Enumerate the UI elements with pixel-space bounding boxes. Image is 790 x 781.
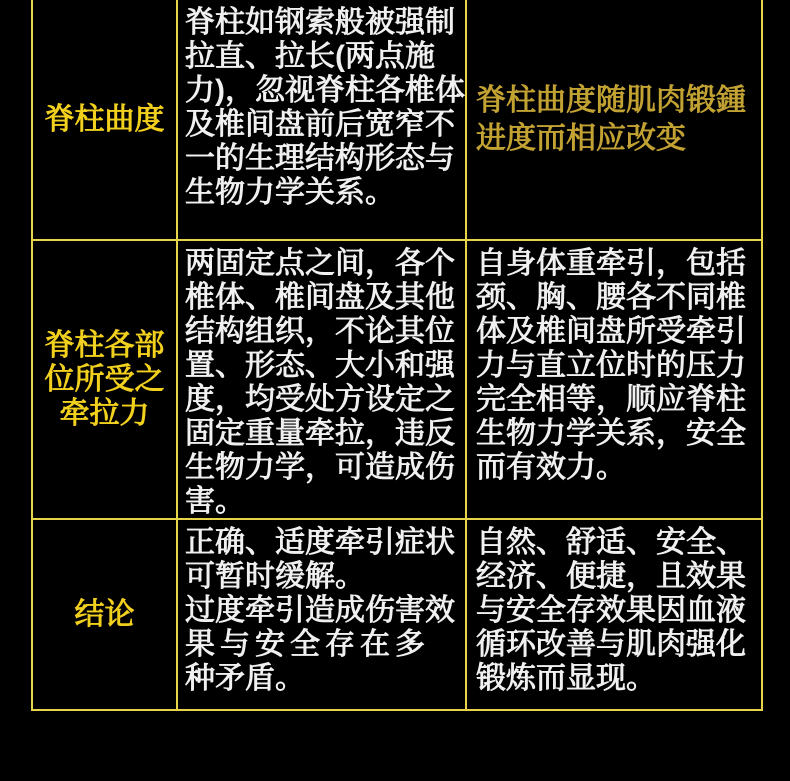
suspension-method-cell-traction-forces (467, 241, 761, 518)
text-line: 结构组织，不论其位 (185, 315, 455, 348)
text-line: 生物力学关系，安全 (476, 417, 746, 450)
text-line: 及椎间盘前后宽窄不 (185, 108, 455, 141)
text-line: 过度牵引造成伤害效 (185, 594, 455, 627)
table-row-spinal-curvature (33, 0, 761, 241)
text-line: 体及椎间盘所受牵引 (476, 315, 746, 348)
text-line: 完全相等，顺应脊柱 (476, 383, 746, 416)
text-line: 牵拉力 (59, 396, 150, 430)
text-line: 正确、适度牵引症状 (185, 526, 455, 559)
text-line: 力与直立位时的压力 (476, 349, 746, 382)
text-line: 与安全存效果因血液 (476, 594, 746, 627)
text-line: 脊柱各部 (44, 328, 165, 362)
text-line: 度，均受处方设定之 (185, 383, 455, 416)
text-line: 种矛盾。 (185, 662, 305, 695)
traction-method-cell-spinal-curvature (178, 0, 467, 239)
text-line: 自然、舒适、安全、 (476, 526, 746, 559)
traction-method-cell-conclusion (178, 520, 467, 709)
text-line: 置、形态、大小和强 (185, 349, 455, 382)
text-line: 果与安全存在多 (185, 628, 430, 661)
text-line: 生物力学关系。 (185, 176, 395, 209)
row-header-conclusion (33, 520, 178, 709)
text-line: 固定重量牵拉，违反 (185, 417, 455, 450)
row-header-spinal-curvature (33, 0, 178, 239)
text-line: 脊柱曲度 (44, 102, 165, 136)
text-line: 颈、胸、腰各不同椎 (476, 281, 746, 314)
text-line: 经济、便捷，且效果 (476, 560, 746, 593)
text-line: 害。 (185, 485, 245, 518)
comparison-table (31, 0, 763, 711)
text-line: 脊柱曲度随肌肉锻鍾 (476, 83, 746, 117)
text-line: 进度而相应改变 (476, 121, 686, 155)
text-line: 锻炼而显现。 (476, 662, 656, 695)
text-line: 拉直、拉长(两点施 (185, 40, 435, 73)
text-line: 脊柱如钢索般被强制 (185, 6, 455, 39)
table-row-traction-forces (33, 241, 761, 520)
text-line: 一的生理结构形态与 (185, 142, 455, 175)
text-line: 两固定点之间，各个 (185, 247, 455, 280)
traction-method-cell-traction-forces (178, 241, 467, 518)
text-line: 循环改善与肌肉强化 (476, 628, 746, 661)
table-row-conclusion (33, 520, 761, 709)
suspension-method-cell-conclusion (467, 520, 761, 709)
text-line: 椎体、椎间盘及其他 (185, 281, 455, 314)
text-line: 位所受之 (44, 362, 165, 396)
text-line: 生物力学，可造成伤 (185, 451, 455, 484)
text-line: 力)，忽视脊柱各椎体 (185, 74, 465, 107)
text-line: 结论 (74, 597, 135, 631)
text-line: 而有效力。 (476, 451, 626, 484)
text-line: 可暂时缓解。 (185, 560, 365, 593)
row-header-traction-forces (33, 241, 178, 518)
suspension-method-cell-spinal-curvature (467, 0, 761, 239)
text-line: 自身体重牵引，包括 (476, 247, 746, 280)
